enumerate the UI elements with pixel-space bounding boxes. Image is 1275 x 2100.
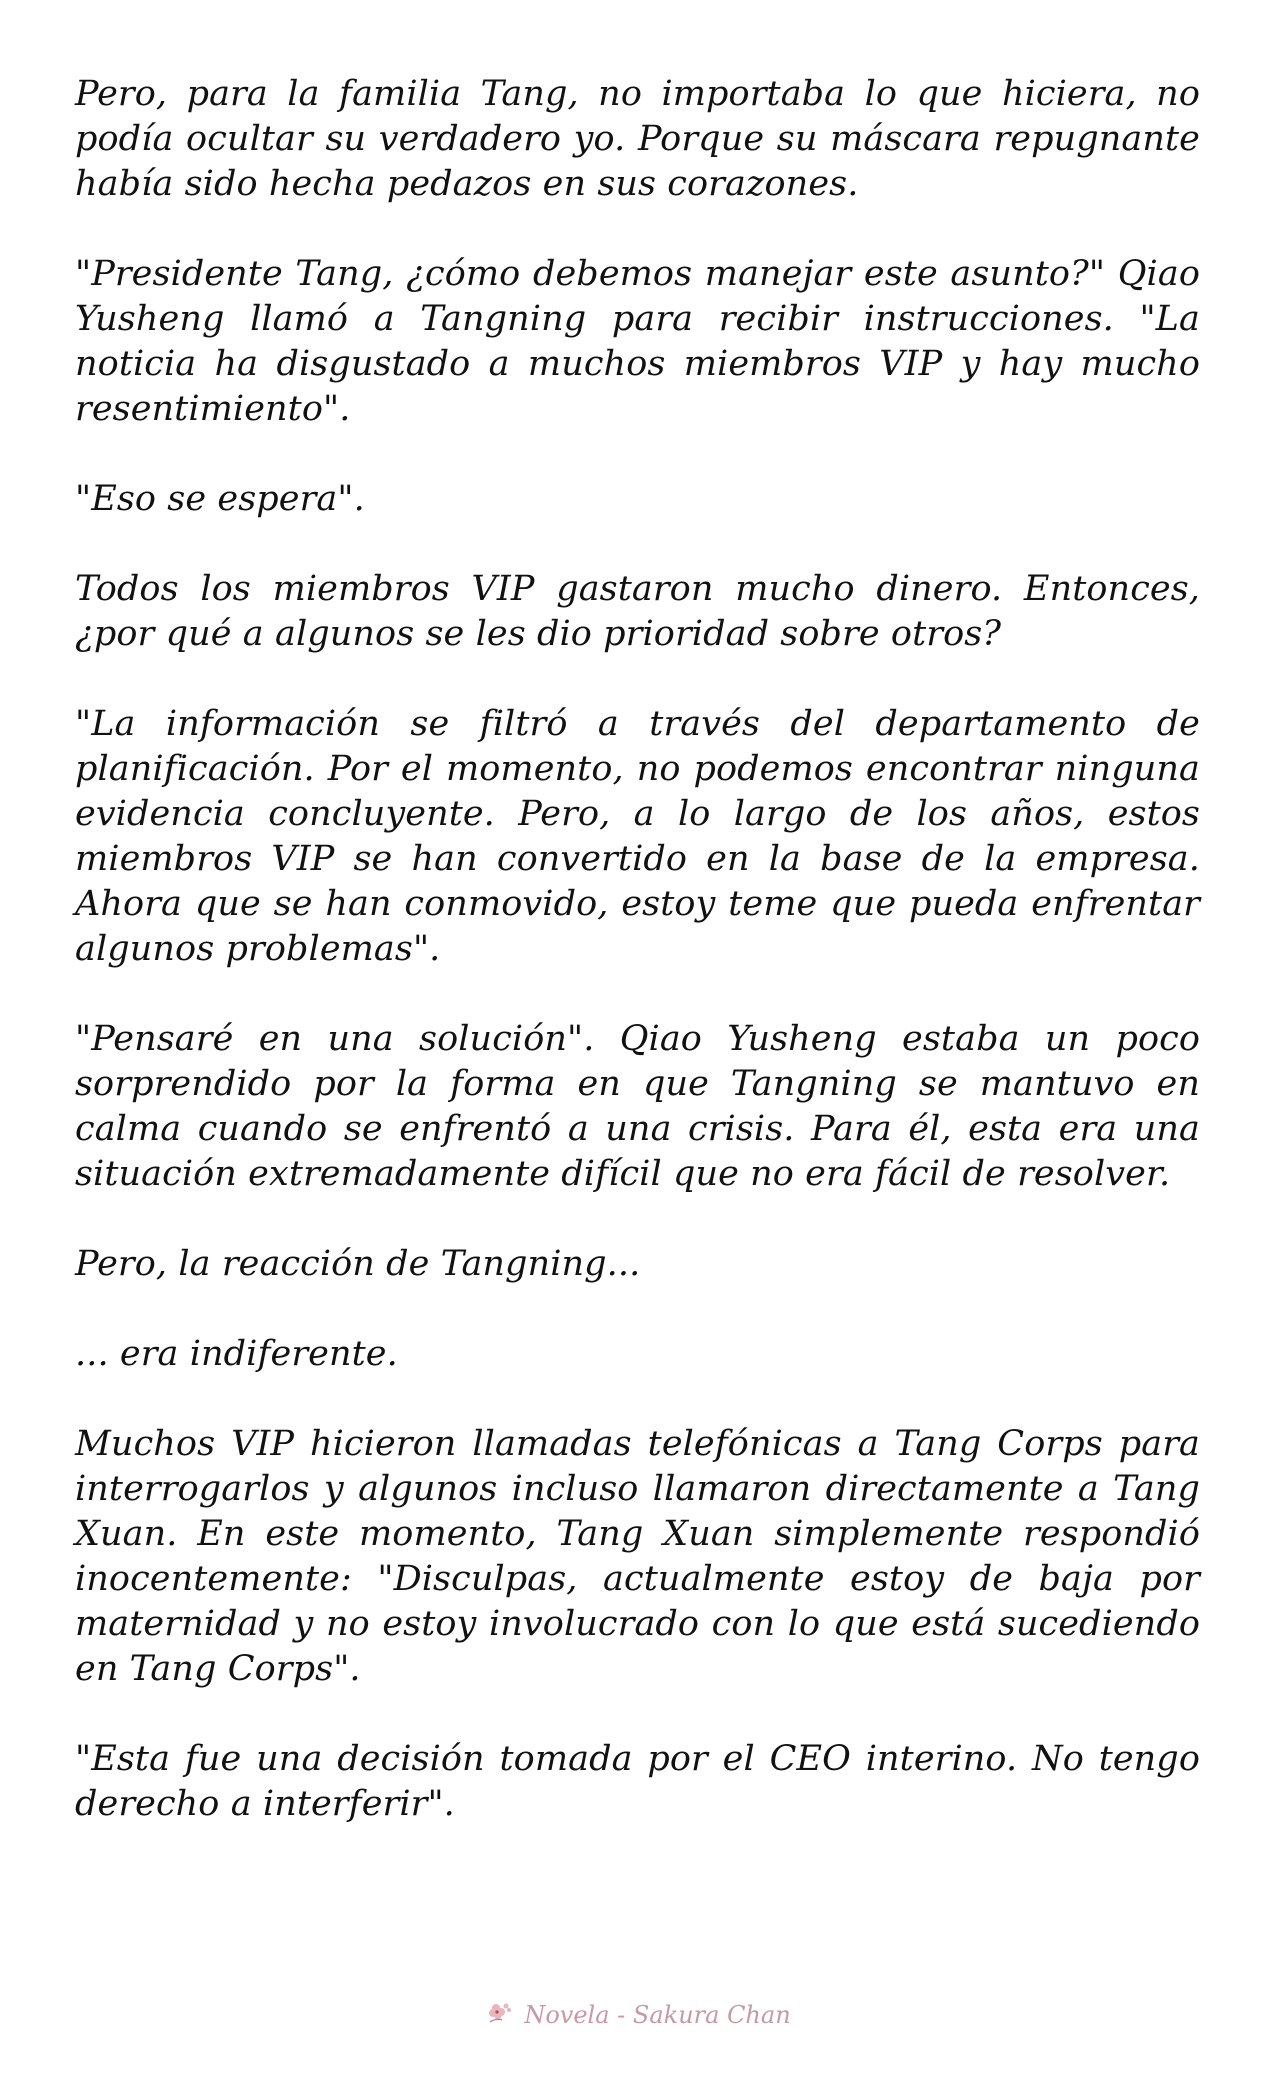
- sakura-flower-icon: [484, 1998, 518, 2032]
- paragraph-7: Pero, la reacción de Tangning...: [75, 1244, 641, 1284]
- paragraph-8: ... era indiferente.: [75, 1334, 398, 1374]
- paragraph-4: Todos los miembros VIP gastaron mucho dinero. Entonces, ¿por qué a algunos se les dio prioridad sobre otros?: [75, 569, 1200, 654]
- paragraph-5: "La información se filtró a través del departamento de planificación. Por el momento, no podemos encontrar ninguna evidencia concluyente. Pero, a lo largo de los años, estos miembros VIP se han convertido en la base de la empresa. Ahora que se han conmovido, estoy teme que pueda enfrentar algunos problemas".: [75, 704, 1200, 969]
- watermark: [484, 1998, 790, 2032]
- paragraph-2: "Presidente Tang, ¿cómo debemos manejar este asunto?" Qiao Yusheng llamó a Tangning para recibir instrucciones. "La noticia ha disgustado a muchos miembros VIP y hay mucho resentimiento".: [75, 254, 1200, 429]
- paragraph-1: Pero, para la familia Tang, no importaba lo que hiciera, no podía ocultar su verdadero yo. Porque su máscara repugnante había sido hecha pedazos en sus corazones.: [75, 74, 1200, 204]
- paragraph-9: Muchos VIP hicieron llamadas telefónicas a Tang Corps para interrogarlos y algunos incluso llamaron directamente a Tang Xuan. En este momento, Tang Xuan simplemente respondió inocentemente: "Disculpas, actualmente estoy de baja por maternidad y no estoy involucrado con lo que está sucediendo en Tang Corps".: [75, 1424, 1200, 1689]
- paragraph-6: "Pensaré en una solución". Qiao Yusheng estaba un poco sorprendido por la forma en que Tangning se mantuvo en calma cuando se enfrentó a una crisis. Para él, esta era una situación extremadamente difícil que no era fácil de resolver.: [75, 1019, 1200, 1194]
- paragraph-3: "Eso se espera".: [75, 479, 365, 519]
- watermark-text: Novela - Sakura Chan: [524, 2001, 791, 2029]
- paragraph-10: "Esta fue una decisión tomada por el CEO interino. No tengo derecho a interferir".: [75, 1739, 1200, 1824]
- document-body: [75, 72, 1200, 1872]
- watermark-footer: [0, 1998, 1275, 2037]
